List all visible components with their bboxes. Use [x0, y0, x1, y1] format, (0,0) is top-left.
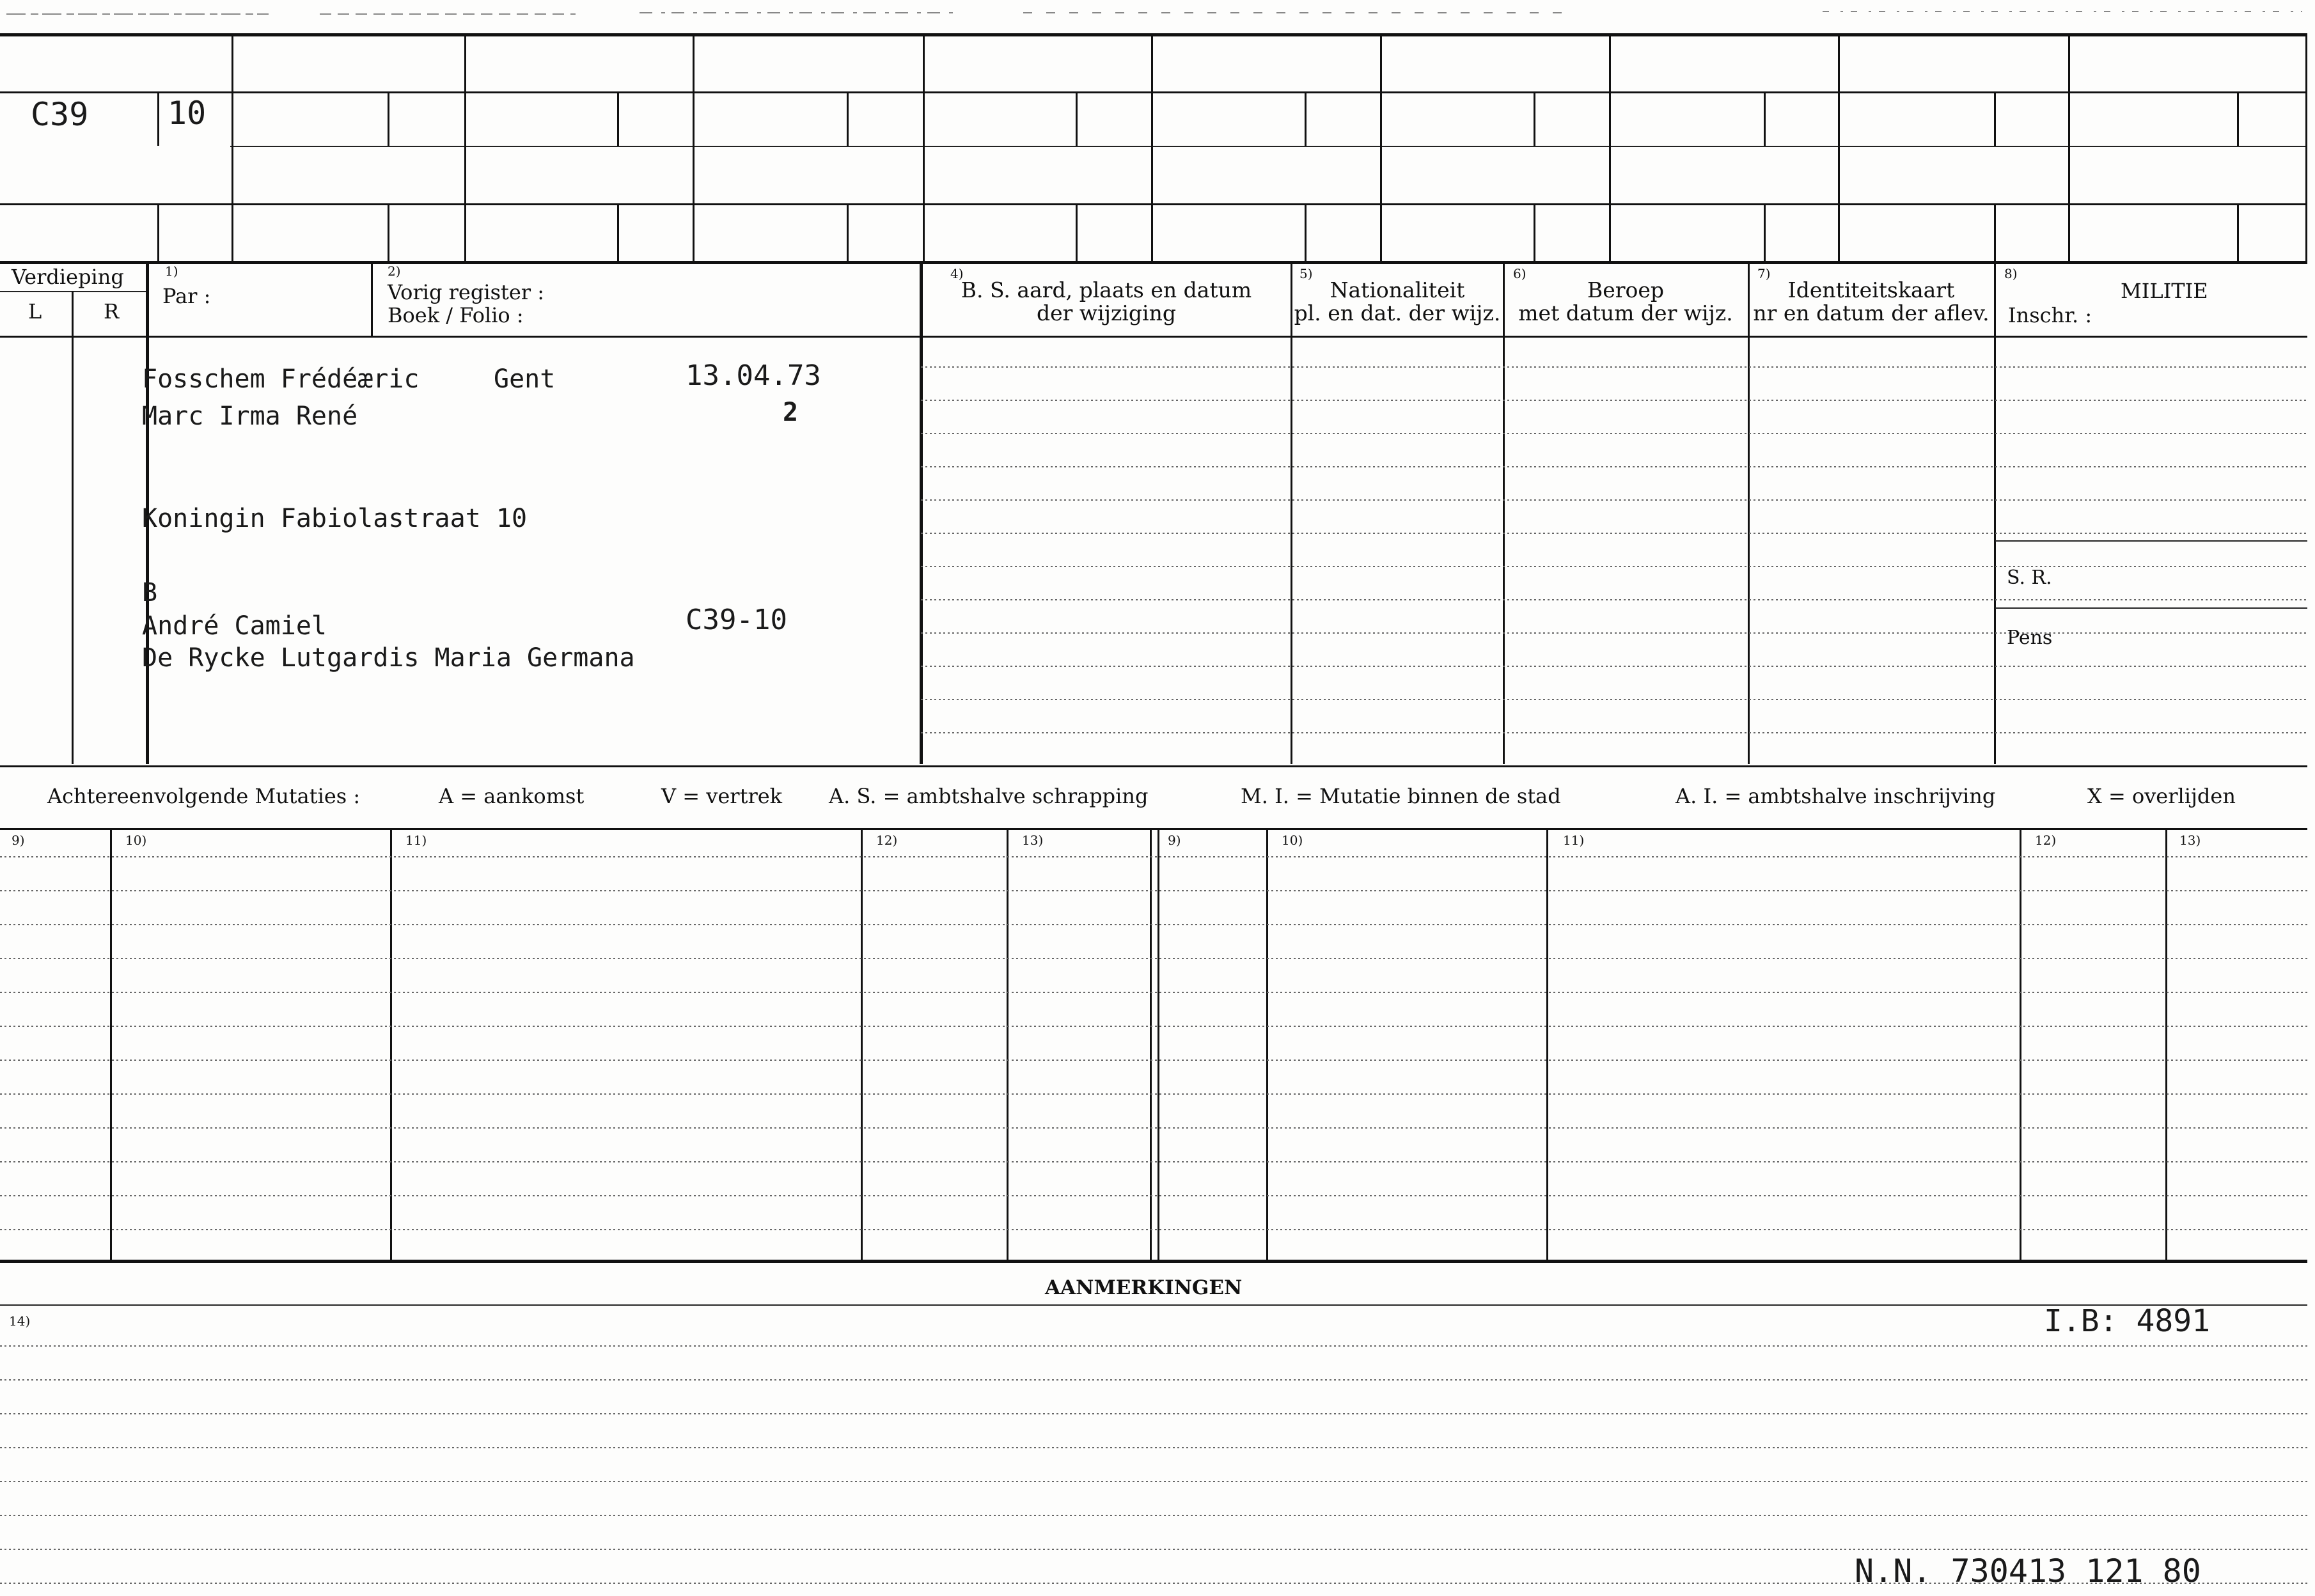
beroep-line2: met datum der wijz. [1518, 301, 1733, 325]
field-number-1: 1) [165, 263, 178, 279]
top-grid-subdivider [617, 91, 619, 146]
legend-aankomst: A = aankomst [439, 784, 585, 808]
legend-ambtshalve-inschrijving: A. I. = ambtshalve inschrijving [1675, 784, 1996, 808]
block-code: C39 [31, 96, 89, 133]
top-grid-subdivider [1764, 91, 1766, 146]
mutations-bottom-line [0, 1260, 2307, 1263]
L-R-divider [72, 291, 74, 764]
address: Koningin Fabiolastraat 10 [142, 504, 528, 533]
scan-noise-top [0, 0, 2315, 26]
person-name-line1: Fosschem Frédéæric [142, 364, 420, 394]
mother-name: De Rycke Lutgardis Maria Germana [142, 643, 635, 673]
top-grid-subdivider [2237, 91, 2239, 146]
mutation-col-number: 11) [1563, 833, 1585, 848]
sex-code: 2 [783, 398, 799, 427]
nationaliteit-line2: pl. en dat. der wijz. [1294, 301, 1501, 325]
boek-folio-label: Boek / Folio : [388, 303, 524, 327]
top-grid-subdivider [388, 203, 389, 261]
vorig-register-label: Vorig register : [388, 280, 545, 304]
field-number-14: 14) [9, 1313, 31, 1329]
detail-dotted-rows [921, 339, 2309, 761]
nationaliteit-header [1292, 279, 1503, 325]
nn-number: N.N. 730413 121 80 [1855, 1553, 2201, 1590]
sr-label: S. R. [2007, 567, 2052, 589]
field-number-2: 2) [388, 263, 401, 279]
field-number-6: 6) [1513, 266, 1526, 281]
legend-mutatie-binnen-stad: M. I. = Mutatie binnen de stad [1241, 784, 1561, 808]
b-mark: B [142, 578, 158, 607]
bs-header-line2: der wijziging [1037, 301, 1176, 325]
legend-vertrek: V = vertrek [661, 784, 783, 808]
person-name-line2: Marc Irma René [142, 402, 358, 431]
beroep-line1: Beroep [1587, 278, 1665, 302]
top-grid-line-2 [230, 146, 2307, 147]
nationaliteit-line1: Nationaliteit [1330, 278, 1465, 302]
field-number-8: 8) [2004, 266, 2018, 281]
top-grid-subdivider [1305, 91, 1307, 146]
mutation-col-number: 9) [12, 833, 25, 848]
top-grid-divider [1838, 35, 1840, 262]
inschr-label: Inschr. : [2008, 303, 2092, 327]
top-grid-subdivider [847, 91, 849, 146]
field-number-4: 4) [950, 266, 964, 281]
top-grid-divider [693, 35, 694, 262]
birthplace: Gent [494, 364, 556, 394]
militie-sub-line [1995, 540, 2307, 542]
reference-code: C39-10 [686, 604, 787, 636]
top-grid-subdivider [1764, 203, 1766, 261]
top-grid-subdivider [1994, 203, 1996, 261]
field-number-7: 7) [1757, 266, 1771, 281]
mutations-title: Achtereenvolgende Mutaties : [47, 784, 361, 808]
top-grid-subdivider [617, 203, 619, 261]
top-grid-divider [231, 35, 233, 262]
top-grid-divider [923, 35, 925, 262]
pens-label: Pens [2007, 627, 2053, 649]
house-number: 10 [168, 95, 207, 132]
top-grid-subdivider [1305, 203, 1307, 261]
header-bottom-line [0, 336, 2307, 338]
mutation-col-number: 11) [405, 833, 427, 848]
mutation-col-number: 12) [876, 833, 898, 848]
identiteit-header [1749, 279, 1993, 325]
field-number-5: 5) [1299, 266, 1313, 281]
mutation-col-number: 12) [2035, 833, 2057, 848]
mutation-col-number: 13) [1022, 833, 1044, 848]
col-R-label: R [104, 299, 120, 324]
top-grid-subdivider [847, 203, 849, 261]
par-divider [371, 262, 373, 336]
top-grid-subdivider [2237, 203, 2239, 261]
birthdate: 13.04.73 [686, 359, 821, 392]
identiteit-line1: Identiteitskaart [1787, 278, 1955, 302]
ib-number: I.B: 4891 [2044, 1303, 2211, 1339]
par-label: Par : [162, 284, 211, 308]
bs-header-line1: B. S. aard, plaats en datum [961, 278, 1252, 302]
mutation-col-number: 10) [1282, 833, 1303, 848]
top-grid-subdivider [1076, 91, 1078, 146]
legend-ambtshalve-schrapping: A. S. = ambtshalve schrapping [829, 784, 1149, 808]
top-grid-divider [1151, 35, 1153, 262]
bs-header [927, 279, 1285, 325]
top-grid-divider [1380, 35, 1382, 262]
col-L-label: L [28, 299, 42, 324]
top-grid-subdivider [1534, 203, 1535, 261]
remarks-dotted-rows [0, 1304, 2309, 1596]
legend-overlijden: X = overlijden [2087, 784, 2236, 808]
top-grid-subdivider [157, 91, 159, 146]
verdieping-label: Verdieping [12, 265, 124, 289]
militie-label: MILITIE [2121, 279, 2208, 303]
top-grid-subdivider [388, 91, 389, 146]
mutation-col-number: 10) [125, 833, 147, 848]
section-separator [0, 765, 2307, 767]
mutation-col-number: 9) [1168, 833, 1181, 848]
mutation-col-number: 13) [2179, 833, 2201, 848]
father-name: André Camiel [142, 611, 327, 641]
top-grid-line-1 [0, 91, 2307, 93]
militie-sub-line [1995, 607, 2307, 609]
beroep-header [1504, 279, 1747, 325]
identiteit-line2: nr en datum der aflev. [1753, 301, 1989, 325]
mutations-top-line [0, 828, 2307, 830]
top-grid-bottom [0, 261, 2307, 264]
mutation-dotted-rows [0, 831, 2309, 1260]
remarks-title: AANMERKINGEN [1045, 1276, 1243, 1299]
top-grid-divider [464, 35, 466, 262]
top-border [0, 33, 2307, 36]
top-grid-divider [2305, 35, 2307, 262]
top-grid-subdivider [157, 203, 159, 261]
top-grid-divider [2068, 35, 2070, 262]
top-grid-subdivider [1076, 203, 1078, 261]
top-grid-divider [1609, 35, 1611, 262]
top-grid-line-3 [0, 203, 2307, 205]
top-grid-subdivider [1994, 91, 1996, 146]
top-grid-subdivider [1534, 91, 1535, 146]
